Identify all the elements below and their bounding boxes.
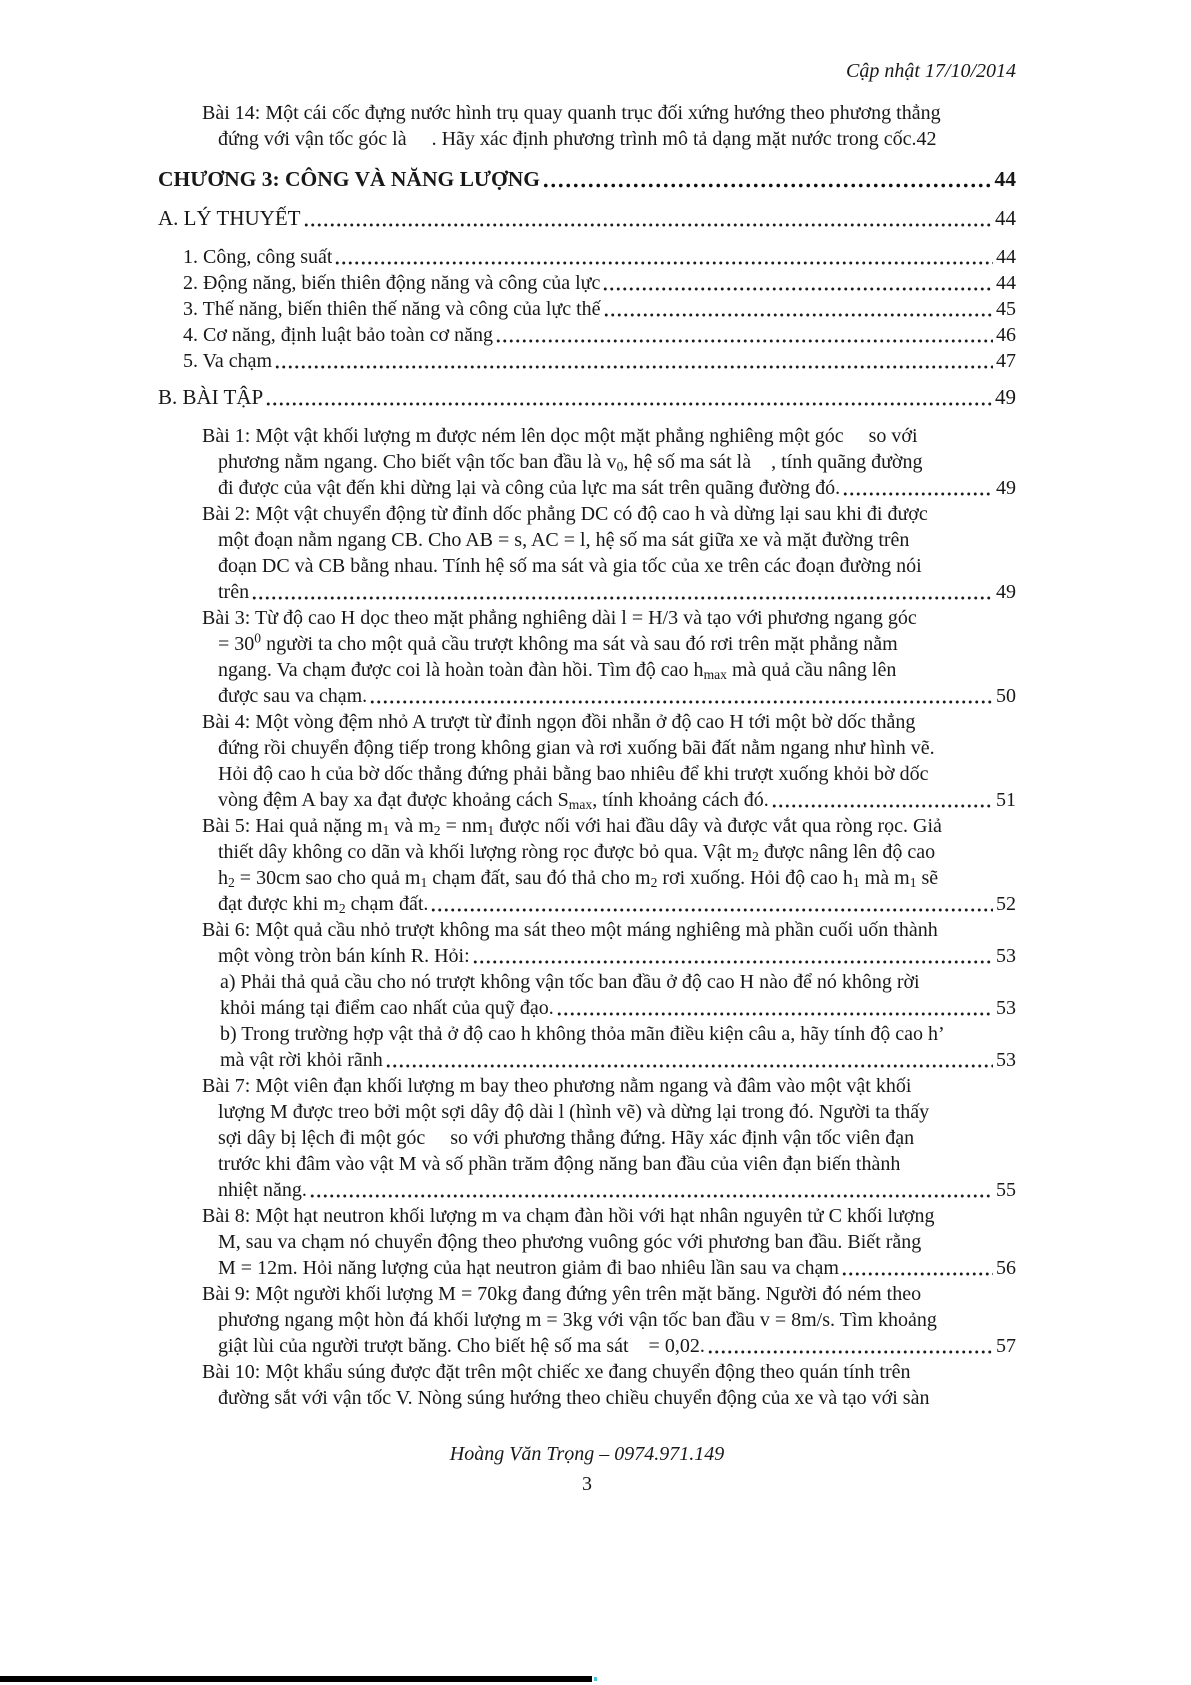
toc-text: Bài 4: Một vòng đệm nhỏ A trượt từ đỉnh ngọn đồi nhẵn ở độ cao H tới một bờ dốc thẳng — [202, 711, 916, 733]
toc-entry — [158, 166, 1016, 193]
toc-page-number: 56 — [996, 1257, 1016, 1279]
toc-entry — [158, 605, 1016, 709]
toc-text: nhiệt năng. — [218, 1179, 307, 1201]
toc-line — [158, 527, 1016, 553]
toc-text: A. LÝ THUYẾT — [158, 206, 301, 230]
toc-page-number: 42 — [916, 128, 937, 150]
dot-leader — [369, 689, 993, 709]
toc-line — [158, 1099, 1016, 1125]
dot-leader — [309, 1183, 993, 1203]
toc-line — [158, 917, 1016, 943]
page-edge-marker — [594, 1677, 597, 1681]
toc-page-number: 53 — [996, 1049, 1016, 1071]
toc-line — [158, 384, 1016, 411]
toc-page-number: 52 — [996, 893, 1016, 915]
dot-leader — [251, 585, 993, 605]
toc-line — [158, 1073, 1016, 1099]
toc-text: Bài 8: Một hạt neutron khối lượng m va chạm đàn hồi với hạt nhân nguyên tử C khối lượng — [202, 1205, 935, 1227]
toc-line — [158, 423, 1016, 449]
toc-line — [158, 348, 1016, 374]
toc-text: vòng đệm A bay xa đạt được khoảng cách $S_{max}$, tính khoảng cách đó. — [218, 789, 769, 812]
toc-text: trước khi đâm vào vật M và số phần trăm động năng ban đầu của viên đạn biến thành — [218, 1153, 901, 1175]
toc-line — [158, 995, 1016, 1021]
toc-text: B. BÀI TẬP — [158, 385, 264, 409]
toc-line — [158, 787, 1016, 813]
toc-line — [158, 1385, 1016, 1411]
toc-text: phương ngang một hòn đá khối lượng m = 3kg với vận tốc ban đầu v = 8m/s. Tìm khoảng — [218, 1309, 937, 1331]
toc-entry — [158, 296, 1016, 322]
toc-text: khỏi máng tại điểm cao nhất của quỹ đạo. — [220, 997, 554, 1019]
toc-line — [158, 709, 1016, 735]
toc-page-number: 44 — [996, 246, 1016, 268]
toc-page-number: 49 — [996, 477, 1016, 499]
toc-entry — [158, 1359, 1016, 1411]
dot-leader — [707, 1339, 993, 1359]
toc-entry — [158, 1281, 1016, 1359]
toc-line — [158, 296, 1016, 322]
toc-page-number: 44 — [996, 272, 1016, 294]
toc-page-number: 46 — [996, 324, 1016, 346]
toc-entry — [158, 1021, 1016, 1073]
next-page-top-edge — [0, 1676, 592, 1682]
toc-page-number: 53 — [996, 945, 1016, 967]
toc-text: a) Phải thả quả cầu cho nó trượt không vận tốc ban đầu ở độ cao H nào để nó không rời — [220, 971, 920, 993]
toc-line — [158, 1281, 1016, 1307]
toc-line — [158, 683, 1016, 709]
toc-text: đứng rồi chuyển động tiếp trong không gian và rơi xuống bãi đất nằm ngang như hình vẽ. — [218, 737, 935, 759]
document-page — [158, 58, 1016, 1497]
toc-line — [158, 1333, 1016, 1359]
toc-line — [158, 501, 1016, 527]
toc-line — [158, 449, 1016, 475]
toc-line — [158, 1229, 1016, 1255]
toc-line — [158, 969, 1016, 995]
toc-line — [158, 1047, 1016, 1073]
toc-text: 2. Động năng, biến thiên động năng và công của lực — [183, 272, 601, 294]
toc-line — [158, 244, 1016, 270]
toc-text: Bài 2: Một vật chuyển động từ đỉnh dốc phẳng DC có độ cao h và dừng lại sau khi đi được — [202, 503, 928, 525]
toc-page-number: 45 — [996, 298, 1016, 320]
toc-text: thiết dây không co dãn và khối lượng ròng rọc được bỏ qua. Vật $m_2$ được nâng lên độ cao — [218, 841, 936, 863]
toc-text: 5. Va chạm — [183, 350, 273, 372]
dot-leader — [303, 212, 992, 232]
toc-entry — [158, 1203, 1016, 1281]
toc-line — [158, 1307, 1016, 1333]
toc-text: Hỏi độ cao h của bờ dốc thẳng đứng phải bằng bao nhiêu để khi trượt xuống khỏi bờ dốc — [218, 763, 929, 785]
table-of-contents — [158, 100, 1016, 1411]
update-note: Cập nhật 17/10/2014 — [845, 60, 1016, 82]
toc-text: một đoạn nằm ngang CB. Cho AB = s, AC = l, hệ số ma sát giữa xe và mặt đường trên — [218, 529, 910, 551]
toc-line — [158, 166, 1016, 193]
dot-leader — [274, 354, 993, 374]
toc-line — [158, 839, 1016, 865]
toc-line — [158, 1203, 1016, 1229]
toc-line — [158, 865, 1016, 891]
toc-entry — [158, 244, 1016, 270]
toc-line — [158, 1021, 1016, 1047]
dot-leader — [556, 1001, 993, 1021]
toc-text: lượng M được treo bởi một sợi dây độ dài l (hình vẽ) và dừng lại trong đó. Người ta thấy — [218, 1101, 930, 1123]
dot-leader — [842, 481, 993, 501]
toc-text: đạt được khi $m_2$ chạm đất. — [218, 893, 429, 916]
dot-leader — [334, 250, 993, 270]
toc-entry — [158, 322, 1016, 348]
toc-line — [158, 100, 1016, 126]
dot-leader — [472, 949, 993, 969]
dot-leader — [430, 897, 993, 917]
dot-leader — [771, 793, 993, 813]
toc-page-number: 44 — [995, 206, 1016, 230]
toc-line — [158, 735, 1016, 761]
toc-line — [158, 657, 1016, 683]
toc-text: Bài 6: Một quả cầu nhỏ trượt không ma sát theo một máng nghiêng mà phần cuối uốn thành — [202, 919, 938, 941]
toc-text: trên — [218, 581, 250, 603]
dot-leader — [841, 1261, 993, 1281]
toc-text: M = 12m. Hỏi năng lượng của hạt neutron giảm đi bao nhiêu lần sau va chạm — [218, 1257, 839, 1279]
toc-text: phương nằm ngang. Cho biết vận tốc ban đầu là $v_0$, hệ số ma sát là , tính quãng đường — [218, 451, 923, 473]
toc-line — [158, 1125, 1016, 1151]
toc-text: sợi dây bị lệch đi một góc so với phương thẳng đứng. Hãy xác định vận tốc viên đạn — [218, 1127, 915, 1149]
dot-leader — [385, 1053, 993, 1073]
toc-text: đường sắt với vận tốc V. Nòng súng hướng theo chiều chuyển động của xe và tạo với sàn — [218, 1387, 930, 1409]
dot-leader — [603, 302, 993, 322]
toc-text: Bài 14: Một cái cốc đựng nước hình trụ quay quanh trục đối xứng hướng theo phương thẳng — [202, 102, 941, 124]
toc-text: Bài 5: Hai quả nặng $m_1$ và $m_2 = nm_1$ được nối với hai đầu dây và được vắt qua ròng rọc. Giả — [202, 815, 942, 837]
toc-text: ngang. Va chạm được coi là hoàn toàn đàn hồi. Tìm độ cao $h_{max}$ mà quả cầu nâng lên — [218, 659, 897, 681]
toc-line — [158, 1255, 1016, 1281]
toc-page-number: 47 — [996, 350, 1016, 372]
toc-text: đi được của vật đến khi dừng lại và công của lực ma sát trên quãng đường đó. — [218, 477, 841, 499]
toc-entry — [158, 348, 1016, 374]
toc-text: b) Trong trường hợp vật thả ở độ cao h không thỏa mãn điều kiện câu a, hãy tính độ cao h’ — [220, 1023, 945, 1045]
toc-line — [158, 126, 1016, 152]
toc-line — [158, 1151, 1016, 1177]
toc-text: 4. Cơ năng, định luật bảo toàn cơ năng — [183, 324, 493, 346]
toc-entry — [158, 1073, 1016, 1203]
toc-entry — [158, 270, 1016, 296]
toc-page-number: 57 — [996, 1335, 1016, 1357]
toc-line — [158, 891, 1016, 917]
toc-entry — [158, 100, 1016, 152]
toc-entry — [158, 969, 1016, 1021]
toc-line — [158, 943, 1016, 969]
toc-text: = $30^0$ người ta cho một quả cầu trượt không ma sát và sau đó rơi trên mặt phẳng nằm — [218, 633, 898, 655]
toc-text: 1. Công, công suất — [183, 246, 333, 268]
toc-entry — [158, 384, 1016, 411]
toc-line — [158, 761, 1016, 787]
toc-line — [158, 270, 1016, 296]
toc-text: đoạn DC và CB bằng nhau. Tính hệ số ma sát và gia tốc của xe trên các đoạn đường nói — [218, 555, 922, 577]
toc-text: được sau va chạm. — [218, 685, 368, 707]
toc-page-number: 49 — [996, 581, 1016, 603]
toc-text: Bài 3: Từ độ cao H dọc theo mặt phẳng nghiêng dài l = H/3 và tạo với phương ngang góc — [202, 607, 917, 629]
toc-text: mà vật rời khỏi rãnh — [220, 1049, 383, 1071]
toc-text: M, sau va chạm nó chuyển động theo phương vuông góc với phương ban đầu. Biết rằng — [218, 1231, 922, 1253]
toc-text: Bài 9: Một người khối lượng M = 70kg đang đứng yên trên mặt băng. Người đó ném theo — [202, 1283, 922, 1305]
toc-line — [158, 322, 1016, 348]
toc-page-number: 49 — [995, 385, 1016, 409]
toc-text: giật lùi của người trượt băng. Cho biết hệ số ma sát = 0,02. — [218, 1335, 705, 1357]
toc-page-number: 55 — [996, 1179, 1016, 1201]
toc-line — [158, 205, 1016, 232]
toc-entry — [158, 423, 1016, 501]
dot-leader — [495, 328, 993, 348]
toc-page-number: 50 — [996, 685, 1016, 707]
toc-line — [158, 1177, 1016, 1203]
toc-line — [158, 631, 1016, 657]
toc-line — [158, 553, 1016, 579]
toc-text: Bài 1: Một vật khối lượng m được ném lên dọc một mặt phẳng nghiêng một góc so với — [202, 425, 918, 447]
toc-text: $h_2 = 30cm$ sao cho quả $m_1$ chạm đất, sau đó thả cho $m_2$ rơi xuống. Hỏi độ cao $h_1$ mà $m_1$ sẽ — [218, 867, 939, 889]
toc-text: CHƯƠNG 3: CÔNG VÀ NĂNG LƯỢNG — [158, 167, 541, 191]
toc-text: Bài 7: Một viên đạn khối lượng m bay theo phương nằm ngang và đâm vào một vật khối — [202, 1075, 912, 1097]
toc-entry — [158, 205, 1016, 232]
dot-leader — [602, 276, 993, 296]
toc-entry — [158, 813, 1016, 917]
toc-page-number: 51 — [996, 789, 1016, 811]
page-number: 3 — [582, 1473, 592, 1495]
toc-text: đứng với vận tốc góc là . Hãy xác định phương trình mô tả dạng mặt nước trong cốc. — [218, 128, 917, 150]
toc-text: 3. Thế năng, biến thiên thế năng và công của lực thế — [183, 298, 601, 320]
toc-line — [158, 1359, 1016, 1385]
toc-line — [158, 579, 1016, 605]
toc-entry — [158, 917, 1016, 969]
dot-leader — [265, 391, 992, 411]
toc-line — [158, 813, 1016, 839]
toc-entry — [158, 501, 1016, 605]
toc-page-number: 53 — [996, 997, 1016, 1019]
toc-entry — [158, 709, 1016, 813]
footer-author: Hoàng Văn Trọng – 0974.971.149 — [449, 1443, 725, 1465]
toc-page-number: 44 — [994, 167, 1016, 191]
toc-text: một vòng tròn bán kính R. Hỏi: — [218, 945, 470, 967]
toc-text: Bài 10: Một khẩu súng được đặt trên một chiếc xe đang chuyển động theo quán tính trên — [202, 1361, 911, 1383]
toc-line — [158, 605, 1016, 631]
dot-leader — [542, 173, 991, 193]
toc-line — [158, 475, 1016, 501]
